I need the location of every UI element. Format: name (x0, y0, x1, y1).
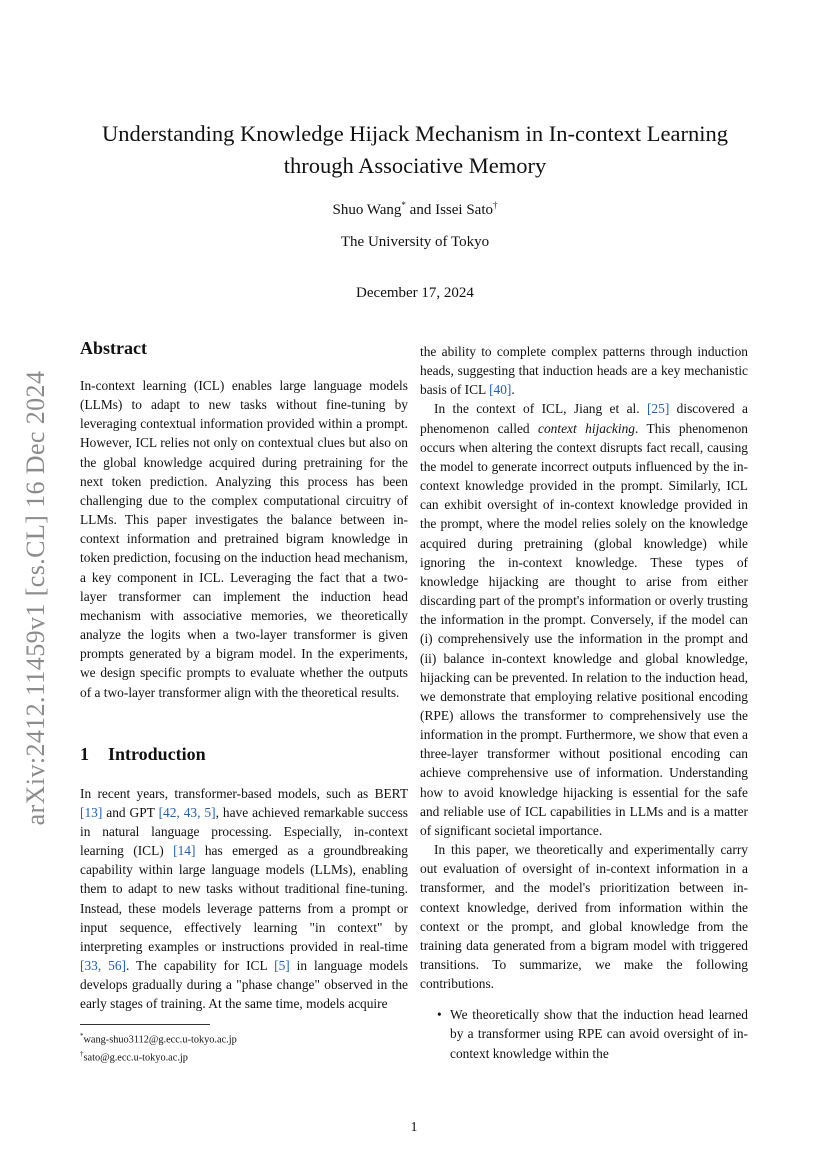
contribution-bullet (420, 1005, 748, 1062)
title-line-2: through Associative Memory (283, 153, 547, 178)
right-column (420, 342, 748, 1063)
body-text: In recent years, transformer-based models, such as BERT (80, 785, 408, 801)
intro-paragraph: In this paper, we theoretically and experimentally carry out evaluation of oversight of in-context information in a transformer, and the model's prioritization between in-context knowledge, derived from information within the context or the prompt, and global knowledge from the training data generated from a bigram model with triggered transitions. To summarize, we make the following contributions. (420, 842, 748, 992)
abstract-heading: Abstract (80, 338, 147, 358)
footnote-marker: * (401, 200, 406, 210)
footnote-marker: * (80, 1031, 84, 1040)
citation-link[interactable]: [33, 56] (80, 958, 126, 974)
bullet-text: We theoretically show that the induction head learned by a transformer using RPE can avoid oversight of in-context knowledge within the (450, 1007, 748, 1061)
citation-link[interactable]: [13] (80, 804, 103, 820)
title-line-1: Understanding Knowledge Hijack Mechanism in In-context Learning (101, 121, 729, 146)
section-title: Introduction (108, 743, 206, 764)
body-text: in language models develops gradually during a "phase change" observed in the early stages of training. At the same time, models acquire (80, 958, 408, 1012)
footnote-marker: † (493, 200, 498, 210)
body-text: . This phenomenon occurs when altering the context disrupts fact recall, causing the model to generate incorrect outputs influenced by the in-context knowledge provided in the prompt. Similarly, ICL can exhibit oversight of in-context knowledge provided in the prompt, where the model relies solely on the knowledge acquired during pretraining (global knowledge) while ignoring the in-context knowledge. These types of knowledge hijacking are thought to arise from either discarding part of the prompt's information or overly trusting the information in the prompt. Conversely, if the model can (i) comprehensively use the information in the prompt and (ii) balance in-context knowledge and global knowledge, hijacking can be prevented. In relation to the induction head, we demonstrate that employing relative positional encoding (RPE) allows the transformer to comprehensively use the information in the prompt. Furthermore, we show that even a three-layer transformer without positional encoding can achieve comprehensive use of information. Understanding how to avoid knowledge hijacking is essential for the safe and reliable use of ICL capabilities in LLMs and is a matter of significant societal importance. (420, 420, 748, 838)
footnote-marker: † (80, 1050, 84, 1059)
body-text: discovered a phenomenon called (420, 401, 748, 436)
citation-link[interactable]: [40] (489, 382, 512, 398)
page-number: 1 (410, 1120, 418, 1135)
body-text: . The capability for ICL (126, 958, 275, 974)
body-text: . (511, 382, 515, 398)
arxiv-identifier: arXiv:2412.11459v1 [cs.CL] 16 Dec 2024 (21, 370, 50, 826)
intro-paragraph (80, 784, 408, 1014)
body-text: the ability to complete complex patterns through induction heads, suggesting that induction heads are a key mechanistic basis of ICL (420, 344, 748, 398)
bullet-icon: • (437, 1007, 442, 1023)
body-text: , have achieved remarkable success in natural language processing. Especially, in-context learning (ICL) (80, 804, 408, 859)
citation-link[interactable]: [5] (274, 958, 290, 974)
footnote-2 (80, 1047, 408, 1066)
publication-date: December 17, 2024 (356, 285, 474, 301)
introduction-heading (80, 742, 408, 766)
footnote-email: wang-shuo3112@g.ecc.u-tokyo.ac.jp (83, 1033, 237, 1045)
footnote-email: sato@g.ecc.u-tokyo.ac.jp (83, 1052, 188, 1064)
abstract-text: In-context learning (ICL) enables large language models (LLMs) to adapt to new tasks without fine-tuning by leveraging contextual information provided within a prompt. However, ICL relies not only on contextual clues but also on the global knowledge acquired during pretraining for the next token prediction. Analyzing this process has been challenging due to the complex computational circuitry of LLMs. This paper investigates the balance between in-context information and pretrained bigram knowledge in token prediction, focusing on the induction head mechanism, a key component in ICL. Leveraging the fact that a two-layer transformer can implement the induction head mechanism with associative memories, we theoretically analyze the logits when a two-layer transformer is given prompts generated by a bigram model. In the experiments, we design specific prompts to evaluate whether the outputs of a two-layer transformer align with the theoretical results. (80, 378, 408, 700)
author-name: Shuo Wang (332, 202, 402, 218)
author-list (70, 200, 760, 219)
citation-link[interactable]: [14] (173, 843, 196, 859)
footnote-rule (80, 1024, 210, 1025)
citation-link[interactable]: [42, 43, 5] (158, 804, 216, 820)
emphasized-term: context hijacking (538, 420, 635, 436)
footnote-1 (80, 1029, 408, 1048)
body-text: has emerged as a groundbreaking capability within large language models (LLMs), enabling them to adapt to new tasks without traditional fine-tuning. Instead, these models leverage patterns from a prompt or input sequence, effectively learning "in context" by interpreting examples or instructions provided in real-time (80, 843, 409, 954)
author-conjunction: and (405, 202, 436, 218)
paper-title (70, 118, 760, 182)
affiliation: The University of Tokyo (340, 234, 490, 250)
body-text: In the context of ICL, Jiang et al. (434, 401, 647, 417)
intro-paragraph-continued (420, 342, 748, 399)
body-text: and GPT (102, 804, 159, 820)
section-number: 1 (80, 743, 89, 764)
citation-link[interactable]: [25] (646, 401, 670, 417)
intro-paragraph (420, 399, 748, 840)
footnotes (80, 1029, 408, 1067)
left-column (80, 336, 408, 1066)
author-name: Issei Sato (435, 202, 494, 218)
